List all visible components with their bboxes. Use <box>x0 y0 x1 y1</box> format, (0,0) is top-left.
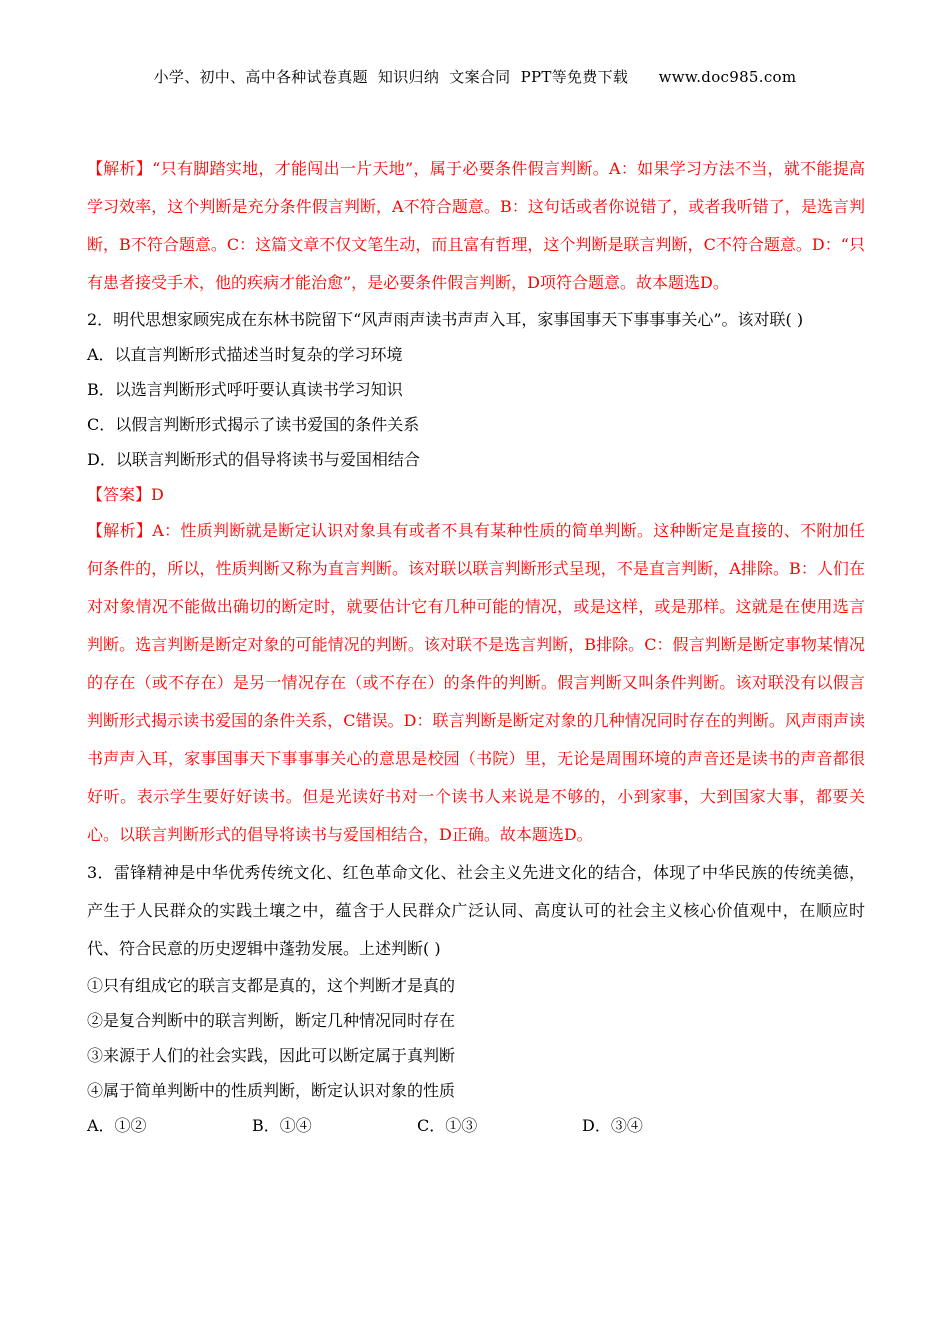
page-header: 小学、初中、高中各种试卷真题 知识归纳 文案合同 PPT等免费下载 www.doc985.com <box>153 68 797 86</box>
q2-option-a: A．以直言判断形式描述当时复杂的学习环境 <box>87 345 403 364</box>
q2-option-d: D．以联言判断形式的倡导将读书与爱国相结合 <box>87 450 420 469</box>
q3-statement-4: ④属于简单判断中的性质判断，断定认识对象的性质 <box>87 1081 456 1100</box>
q2-stem: 2．明代思想家顾宪成在东林书院留下“风声雨声读书声声入耳，家事国事天下事事事关心”。该对联( ) <box>87 310 804 329</box>
q3-option-b: B．①④ <box>252 1116 312 1135</box>
q2-option-c: C．以假言判断形式揭示了读书爱国的条件关系 <box>87 415 420 434</box>
q3-option-c: C．①③ <box>417 1116 478 1135</box>
q3-options <box>87 1108 865 1143</box>
q1-analysis: 【解析】“只有脚踏实地，才能闯出一片天地”，属于必要条件假言判断。A：如果学习方法不当，就不能提高学习效率，这个判断是充分条件假言判断，A不符合题意。B：这句话或者你说错了，或者我听错了，是选言判断，B不符合题意。C：这篇文章不仅文笔生动，而且富有哲理，这个判断是联言判断，C不符合题意。D：“只有患者接受手术，他的疾病才能治愈”，是必要条件假言判断，D项符合题意。故本题选D。 <box>87 159 865 292</box>
q3-stem: 3．雷锋精神是中华优秀传统文化、红色革命文化、社会主义先进文化的结合，体现了中华民族的传统美德，产生于人民群众的实践土壤之中，蕴含于人民群众广泛认同、高度认可的社会主义核心价值观中，在顺应时代、符合民意的历史逻辑中蓬勃发展。上述判断( ) <box>87 863 865 958</box>
document-body <box>87 150 865 1143</box>
q3-statement-2: ②是复合判断中的联言判断，断定几种情况同时存在 <box>87 1011 456 1030</box>
q3-statement-3: ③来源于人们的社会实践，因此可以断定属于真判断 <box>87 1046 456 1065</box>
q3-option-d: D．③④ <box>582 1116 643 1135</box>
q3-statement-1: ①只有组成它的联言支都是真的，这个判断才是真的 <box>87 976 456 995</box>
q2-answer: 【答案】D <box>87 485 164 504</box>
q2-option-b: B．以选言判断形式呼吁要认真读书学习知识 <box>87 380 403 399</box>
q3-option-a: A．①② <box>87 1116 147 1135</box>
q2-analysis: 【解析】A：性质判断就是断定认识对象具有或者不具有某种性质的简单判断。这种断定是直接的、不附加任何条件的，所以，性质判断又称为直言判断。该对联以联言判断形式呈现，不是直言判断，A排除。B：人们在对对象情况不能做出确切的断定时，就要估计它有几种可能的情况，或是这样，或是那样。这就是在使用选言判断。选言判断是断定对象的可能情况的判断。该对联不是选言判断，B排除。C：假言判断是断定事物某情况的存在（或不存在）是另一情况存在（或不存在）的条件的判断。假言判断又叫条件判断。该对联没有以假言判断形式揭示读书爱国的条件关系，C错误。D：联言判断是断定对象的几种情况同时存在的判断。风声雨声读书声声入耳，家事国事天下事事事关心的意思是校园（书院）里，无论是周围环境的声音还是读书的声音都很好听。表示学生要好好读书。但是光读好书对一个读书人来说是不够的，小到家事，大到国家大事，都要关心。以联言判断形式的倡导将读书与爱国相结合，D正确。故本题选D。 <box>87 521 865 844</box>
